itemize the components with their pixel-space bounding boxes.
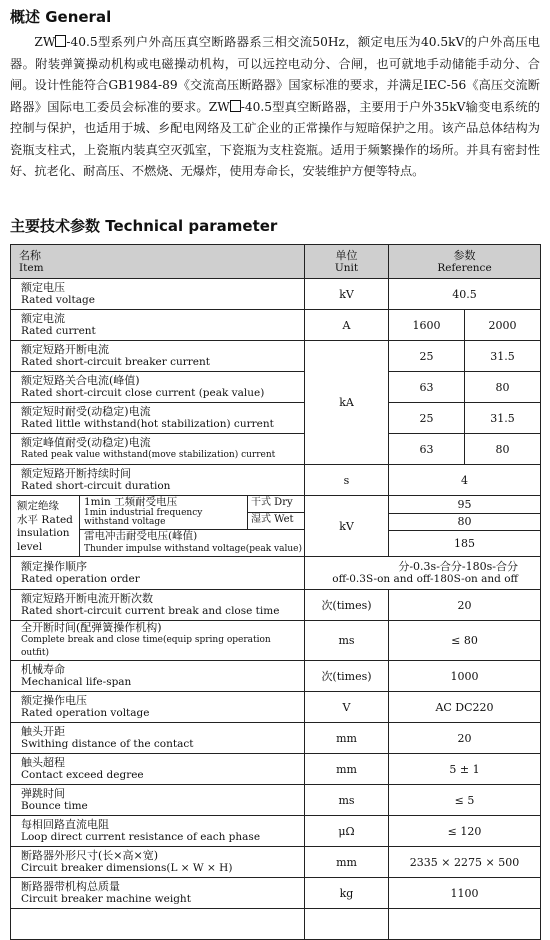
table-row — [11, 847, 541, 878]
row-name: 额定峰值耐受(动稳定)电流 Rated peak value withstand(move stabilization) current — [11, 434, 305, 465]
row-unit: ms — [305, 621, 389, 661]
table-row — [11, 310, 541, 341]
table-row — [11, 403, 541, 434]
model-box-icon — [55, 35, 66, 47]
row-ref: ≤ 80 — [389, 621, 541, 661]
row-name: 断路器带机构总质量 Circuit breaker machine weight — [11, 878, 305, 909]
row-ref: 1100 — [389, 878, 541, 909]
row-ref-b: 31.5 — [465, 403, 541, 434]
row-name: 全开断时间(配弹簧操作机构) Complete break and close time(equip spring operation outfit) — [11, 621, 305, 661]
row-unit: kg — [305, 878, 389, 909]
row-ref-a: 1600 — [389, 310, 465, 341]
row-unit: V — [305, 692, 389, 723]
row-ref: AC DC220 — [389, 692, 541, 723]
table-row — [11, 723, 541, 754]
row-ref: 分-0.3s-合分-180s-合分 off-0.3S-on and off-180S-on and off — [305, 557, 541, 590]
row-name: 额定电流 Rated current — [11, 310, 305, 341]
table-row — [11, 621, 541, 661]
insulation-cell — [11, 496, 305, 557]
dry-label: 干式 Dry — [248, 496, 304, 513]
table-row — [11, 816, 541, 847]
row-name: 触头超程 Contact exceed degree — [11, 754, 305, 785]
impulse-label: 雷电冲击耐受电压(峰值) Thunder impulse withstand voltage(peak value) — [84, 530, 303, 554]
table-row — [11, 590, 541, 621]
row-unit-ka: kA — [305, 341, 389, 465]
row-name: 触头开距 Swithing distance of the contact — [11, 723, 305, 754]
row-ref: 5 ± 1 — [389, 754, 541, 785]
row-ref-b: 31.5 — [465, 341, 541, 372]
row-unit: μΩ — [305, 816, 389, 847]
row-unit: A — [305, 310, 389, 341]
overview-heading: 概述 General — [10, 8, 112, 26]
row-name: 机械寿命 Mechanical life-span — [11, 661, 305, 692]
impulse-value: 185 — [389, 530, 541, 556]
row-name: 每相回路直流电阻 Loop direct current resistance of each phase — [11, 816, 305, 847]
table-header — [11, 245, 541, 279]
row-unit: ms — [305, 785, 389, 816]
row-ref: 20 — [389, 723, 541, 754]
row-name: 断路器外形尺寸(长×高×宽) Circuit breaker dimensions(L × W × H) — [11, 847, 305, 878]
overview-text-1: -40.5型系列户外高压真空断路器系三相交流50Hz，额定电压为40.5kV的户外高压电器。附装弹簧操动机构或电磁操动机构，可以远控电动分、合闸，也可就地手动储能手动分、合闸。设计性能符合GB1984-89《交流高压断路器》国家标准的要求，并满足IEC-56《高压交流断路器》国际电工委员会标准的要求。ZW — [10, 35, 540, 114]
row-ref-a: 25 — [389, 403, 465, 434]
row-unit: s — [305, 465, 389, 496]
row-name: 额定短路开断持续时间 Rated short-circuit duration — [11, 465, 305, 496]
row-ref-a: 63 — [389, 434, 465, 465]
table-row — [11, 909, 541, 940]
table-row — [11, 372, 541, 403]
row-ref-b: 2000 — [465, 310, 541, 341]
row-name: 弹跳时间 Bounce time — [11, 785, 305, 816]
row-ref-a: 25 — [389, 341, 465, 372]
row-name: 额定短路开断电流开断次数 Rated short-circuit current break and close time — [11, 590, 305, 621]
row-ref: 2335 × 2275 × 500 — [389, 847, 541, 878]
row-unit: 次(times) — [305, 661, 389, 692]
overview-paragraph — [10, 32, 540, 183]
row-name: 额定短时耐受(动稳定)电流 Rated little withstand(hot stabilization) current — [11, 403, 305, 434]
insulation-label: 额定绝缘 水平 Rated insulation level — [11, 496, 80, 556]
table-row — [11, 496, 541, 514]
table-row — [11, 878, 541, 909]
table-row — [11, 434, 541, 465]
row-unit: kV — [305, 279, 389, 310]
row-ref: 4 — [389, 465, 541, 496]
row-unit: 次(times) — [305, 590, 389, 621]
row-unit — [305, 909, 389, 940]
header-reference: 参数 Reference — [389, 245, 541, 279]
row-ref: 1000 — [389, 661, 541, 692]
header-unit: 单位 Unit — [305, 245, 389, 279]
row-ref: ≤ 120 — [389, 816, 541, 847]
row-ref: 40.5 — [389, 279, 541, 310]
table-row — [11, 341, 541, 372]
table-row — [11, 465, 541, 496]
row-ref: 20 — [389, 590, 541, 621]
tech-heading: 主要技术参数 Technical parameter — [10, 217, 278, 235]
row-unit: mm — [305, 754, 389, 785]
row-ref-b: 80 — [465, 372, 541, 403]
row-name: 额定短路关合电流(峰值) Rated short-circuit close current (peak value) — [11, 372, 305, 403]
row-ref-a: 63 — [389, 372, 465, 403]
model-box-icon — [230, 100, 241, 112]
row-name: 额定短路开断电流 Rated short-circuit breaker current — [11, 341, 305, 372]
row-name: 额定操作顺序 Rated operation order — [11, 557, 305, 590]
row-unit: kV — [305, 496, 389, 557]
table-row — [11, 785, 541, 816]
row-name: 额定操作电压 Rated operation voltage — [11, 692, 305, 723]
wet-value: 80 — [389, 514, 541, 530]
table-row — [11, 754, 541, 785]
overview-text-2: -40.5型真空断路器，主要用于户外35kV输变电系统的控制与保护，也适用于城、乡配电网络及工矿企业的正常操作与短暗保护之用。该产品总体结构为瓷瓶支柱式，上瓷瓶内装真空灭弧室，下瓷瓶为支柱瓷瓶。适用于频繁操作的场所。并具有密封性好、抗老化、耐高压、不燃烧、无爆炸，使用寿命长，安装维护方便等特点。 — [10, 99, 540, 178]
row-ref-b: 80 — [465, 434, 541, 465]
power-frequency-label: 1min 工频耐受电压 1min industrial frequency withstand voltage — [80, 496, 248, 529]
row-ref — [389, 909, 541, 940]
row-name — [11, 909, 305, 940]
wet-label: 湿式 Wet — [251, 514, 294, 525]
row-unit: mm — [305, 847, 389, 878]
table-row — [11, 661, 541, 692]
parameter-table — [10, 244, 541, 940]
model-prefix: ZW — [34, 35, 56, 49]
dry-value: 95 — [389, 496, 541, 514]
row-ref: ≤ 5 — [389, 785, 541, 816]
table-row — [11, 279, 541, 310]
table-row — [11, 557, 541, 590]
row-unit: mm — [305, 723, 389, 754]
row-name: 额定电压 Rated voltage — [11, 279, 305, 310]
header-item: 名称 Item — [11, 245, 305, 279]
table-row — [11, 692, 541, 723]
